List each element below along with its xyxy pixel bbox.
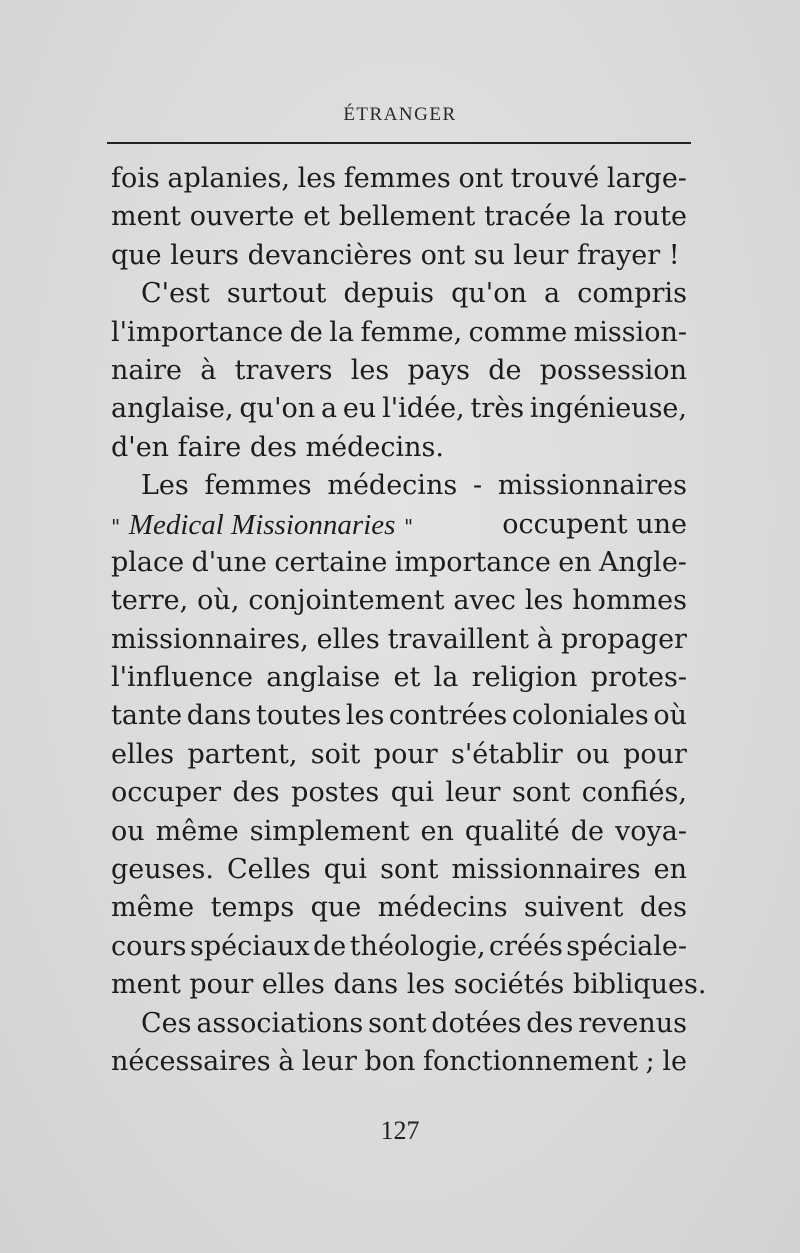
word: propager	[560, 623, 687, 655]
word: soit	[310, 738, 361, 770]
word: même	[155, 815, 239, 847]
word: partent,	[187, 738, 298, 770]
word: sont	[511, 777, 571, 809]
word: dotées	[431, 1007, 522, 1039]
opening-quote: "	[111, 513, 121, 538]
text-line	[111, 314, 687, 352]
word: des	[232, 777, 280, 809]
header-rule	[107, 142, 691, 144]
closing-quote: "	[404, 513, 414, 538]
word: protes-	[590, 662, 687, 694]
running-head: ÉTRANGER	[343, 104, 457, 125]
text-line	[111, 621, 687, 659]
word: en	[558, 546, 592, 578]
word: les	[524, 585, 564, 617]
word: eu	[342, 393, 377, 425]
word: même	[111, 892, 195, 924]
word: leur	[301, 1045, 357, 1077]
word: qu'on	[239, 393, 316, 425]
word: qualité	[464, 815, 560, 847]
word: simplement	[249, 815, 410, 847]
word: large-	[606, 163, 687, 194]
word: spéciaux	[189, 930, 310, 962]
text-line	[111, 544, 687, 582]
word: travers	[234, 354, 333, 386]
word: a	[320, 393, 338, 425]
word: les	[350, 354, 390, 386]
word: travaillent	[387, 623, 529, 655]
word: la	[579, 201, 605, 233]
word: théologie,	[349, 930, 486, 962]
text-line	[111, 582, 687, 620]
word: a	[544, 278, 561, 310]
word: pour	[623, 738, 687, 770]
word: Les	[141, 470, 189, 502]
word: revenus	[578, 1007, 687, 1039]
word: pays	[407, 354, 470, 386]
word: ingénieuse,	[529, 393, 687, 425]
word: très	[470, 393, 525, 425]
word: suivent	[524, 892, 624, 924]
word: les	[345, 700, 385, 732]
word: religion	[471, 662, 578, 694]
word: à	[200, 354, 217, 386]
word: d'une	[191, 546, 267, 578]
word: importance	[394, 546, 551, 578]
word: compris	[577, 278, 687, 310]
text-line	[111, 160, 687, 198]
word: où,	[197, 585, 240, 617]
word: Ces	[141, 1007, 192, 1039]
word: qui	[390, 777, 435, 809]
word: surtout	[226, 278, 327, 310]
word: bon	[364, 1045, 416, 1077]
text-line	[111, 352, 687, 390]
word: médecins	[377, 892, 508, 924]
word: la	[433, 662, 459, 694]
text-line	[111, 774, 687, 812]
word: missionnaires	[451, 854, 641, 886]
text-line	[111, 889, 687, 927]
word: coloniales	[511, 700, 649, 732]
word: conjointement	[248, 585, 445, 617]
word: hommes	[572, 585, 687, 617]
word: leur	[445, 777, 501, 809]
word: aplanies,	[167, 163, 290, 194]
text-line	[111, 275, 687, 313]
word: C'est	[141, 278, 210, 310]
word: des	[526, 1007, 574, 1039]
text-line: d'en faire des médecins.	[111, 431, 444, 463]
word: ou	[111, 815, 145, 847]
word: que	[310, 892, 362, 924]
word: pour	[373, 738, 438, 770]
word: anglaise	[266, 662, 381, 694]
text-line-with-italic	[111, 506, 687, 544]
word: spéciale-	[566, 930, 687, 962]
word: Celles	[226, 854, 311, 886]
line-remainder: occupent une	[502, 508, 687, 540]
word: femmes	[343, 163, 451, 194]
word: qui	[323, 854, 368, 886]
word: femme,	[360, 316, 463, 348]
word: postes	[291, 777, 380, 809]
word: certaine	[274, 546, 388, 578]
word: les	[297, 163, 337, 194]
word: où	[653, 700, 687, 732]
word: des	[639, 892, 687, 924]
italic-term: Medical Missionnaries	[128, 508, 396, 541]
text-line: ment pour elles dans les sociétés bibliques.	[111, 969, 707, 1001]
word: elles	[316, 623, 380, 655]
word: l'importance	[111, 316, 284, 348]
word: anglaise,	[111, 393, 234, 425]
text-line	[111, 1005, 687, 1043]
word: toutes	[256, 700, 342, 732]
word: en	[653, 854, 687, 886]
word: et	[303, 201, 331, 233]
word: l'influence	[111, 662, 253, 694]
word: en	[420, 815, 454, 847]
word: l'idée,	[382, 393, 465, 425]
word: ouverte	[189, 201, 295, 233]
text-line	[111, 390, 687, 428]
text-line	[111, 736, 687, 774]
word: la	[329, 316, 355, 348]
word: voya-	[614, 815, 687, 847]
word: ;	[645, 1045, 655, 1077]
word: mission-	[573, 316, 687, 348]
text-line	[111, 467, 687, 505]
text-line	[111, 697, 687, 735]
word: geuses.	[111, 854, 214, 886]
word: associations	[196, 1007, 364, 1039]
word: ont	[458, 163, 503, 194]
word: missionnaires	[497, 470, 687, 502]
word: nécessaires	[111, 1045, 271, 1077]
word: terre,	[111, 585, 189, 617]
word: et	[393, 662, 421, 694]
word: de	[313, 930, 347, 962]
text-line	[111, 198, 687, 236]
word: possession	[539, 354, 687, 386]
word: temps	[210, 892, 295, 924]
word: confiés,	[581, 777, 687, 809]
word: tante	[111, 700, 183, 732]
word: créés	[488, 930, 563, 962]
word: fonctionnement	[423, 1045, 639, 1077]
word: depuis	[343, 278, 434, 310]
text-line	[111, 928, 687, 966]
word: ment	[111, 201, 181, 233]
word: à	[536, 623, 554, 655]
word: femmes	[204, 470, 312, 502]
word: naire	[111, 354, 183, 386]
word: ou	[576, 738, 610, 770]
word: -	[472, 470, 483, 502]
word: missionnaires,	[111, 623, 309, 655]
word: le	[662, 1045, 687, 1077]
word: elles	[111, 738, 175, 770]
word: de	[488, 354, 522, 386]
text-line	[111, 659, 687, 697]
word: dans	[186, 700, 252, 732]
word: fois	[111, 163, 160, 194]
word: s'établir	[451, 738, 563, 770]
body-text	[111, 160, 707, 1081]
word: route	[613, 201, 687, 233]
word: qu'on	[451, 278, 527, 310]
word: Angle-	[599, 546, 687, 578]
word: sont	[368, 1007, 427, 1039]
word: trouvé	[510, 163, 600, 194]
word: avec	[453, 585, 516, 617]
word: sont	[380, 854, 439, 886]
word: place	[111, 546, 185, 578]
text-line	[111, 851, 687, 889]
word: comme	[468, 316, 568, 348]
word: bellement	[338, 201, 476, 233]
word: médecins	[327, 470, 458, 502]
text-line: que leurs devancières ont su leur frayer !	[111, 239, 680, 271]
word: cours	[111, 930, 187, 962]
word: à	[278, 1045, 295, 1077]
text-line	[111, 1043, 687, 1081]
word: tracée	[484, 201, 572, 233]
word: de	[570, 815, 604, 847]
word: contrées	[388, 700, 508, 732]
page-number: 127	[380, 1116, 420, 1145]
word: de	[289, 316, 323, 348]
word: occuper	[111, 777, 222, 809]
text-line	[111, 813, 687, 851]
